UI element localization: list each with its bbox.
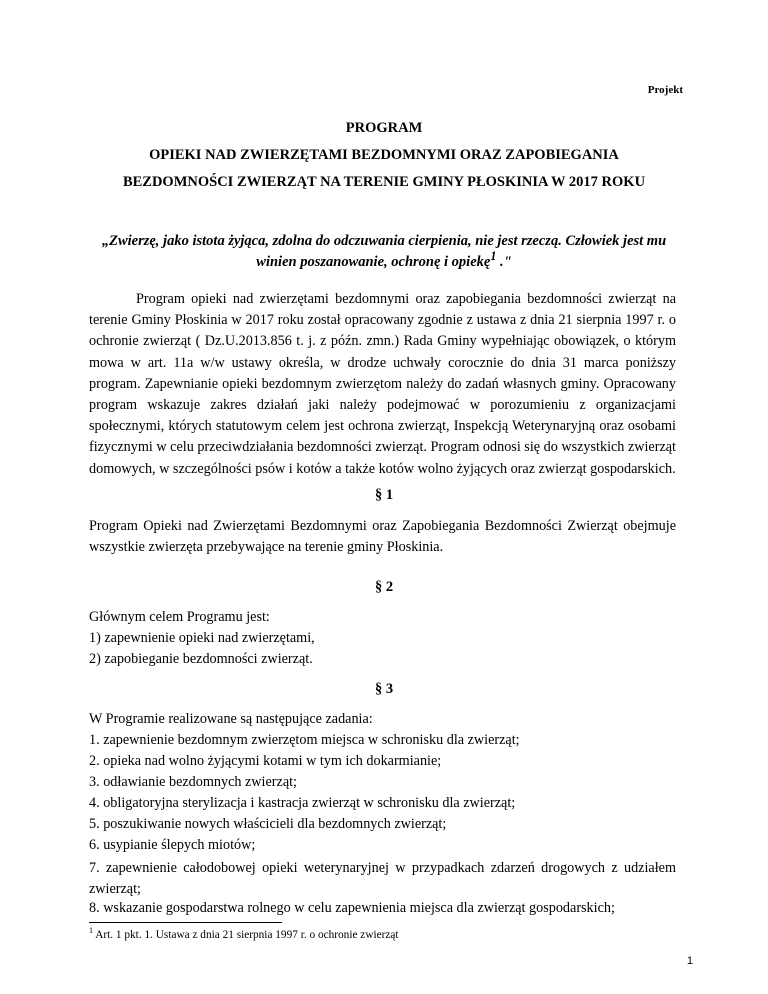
section-3-heading: § 3	[374, 681, 394, 697]
intro-paragraph: Program opieki nad zwierzętami bezdomnymi oraz zapobiegania bezdomności zwierząt na terenie Gminy Płoskinia w 2017 roku został opracowany zgodnie z ustawa z dnia 21 sierpnia 1997 r. o ochronie zwierząt ( Dz.U.2013.856 t. j. z późn. zmn.) Rada Gminy wypełniając obowiązek, o którym mowa w art. 11a w/w ustawy określa, w drodze uchwały corocznie do dnia 31 marca poniższy program. Zapewnianie opieki bezdomnym zwierzętom należy do zadań własnych gminy. Opracowany program wskazuje zakres działań jaki należy podejmować w porozumieniu z organizacjami społecznymi, których statutowym celem jest ochrona zwierząt, Inspekcją Weterynaryjną oraz osobami fizycznymi w celu przeciwdziałania bezdomności zwierząt. Program odnosi się do wszystkich zwierząt domowych, w szczególności psów i kotów a także kotów wolno żyjących oraz zwierząt gospodarskich.	[89, 291, 676, 477]
title-line-3: BEZDOMNOŚCI ZWIERZĄT NA TERENIE GMINY PŁOSKINIA W 2017 ROKU	[122, 174, 646, 190]
section-2-line: 1) zapewnienie opieki nad zwierzętami,	[89, 630, 315, 646]
footnote	[89, 926, 399, 941]
epigraph-closing: ."	[496, 254, 512, 270]
task-item: 1. zapewnienie bezdomnym zwierzętom miejsca w schronisku dla zwierząt;	[89, 732, 520, 748]
project-label: Projekt	[647, 84, 683, 96]
footnote-marker: 1	[89, 926, 93, 936]
task-item: 7. zapewnienie całodobowej opieki weterynaryjnej w przypadkach zdarzeń drogowych z udziałem zwierząt;	[89, 860, 676, 898]
section-2-heading: § 2	[374, 579, 394, 595]
page-number: 1	[686, 955, 693, 967]
section-2-line: Głównym celem Programu jest:	[89, 609, 270, 625]
section-2-line: 2) zapobieganie bezdomności zwierząt.	[89, 651, 313, 667]
section-3-intro: W Programie realizowane są następujące zadania:	[89, 711, 373, 727]
epigraph-text: „Zwierzę, jako istota żyjąca, zdolna do odczuwania cierpienia, nie jest rzeczą. Człowiek jest mu winien poszanowanie, ochronę i opiekę	[101, 233, 667, 270]
title-line-1: PROGRAM	[345, 120, 423, 136]
section-1-text: Program Opieki nad Zwierzętami Bezdomnymi oraz Zapobiegania Bezdomności Zwierząt obejmuje wszystkie zwierzęta przebywające na terenie gminy Płoskinia.	[89, 518, 676, 556]
task-item: 5. poszukiwanie nowych właścicieli dla bezdomnych zwierząt;	[89, 816, 447, 832]
footnote-ref: 1	[490, 249, 497, 264]
title-line-2: OPIEKI NAD ZWIERZĘTAMI BEZDOMNYMI ORAZ ZAPOBIEGANIA	[149, 147, 619, 163]
epigraph-quote	[95, 231, 673, 273]
section-1-heading: § 1	[374, 487, 394, 503]
task-item: 6. usypianie ślepych miotów;	[89, 837, 256, 853]
task-item: 2. opieka nad wolno żyjącymi kotami w tym ich dokarmianie;	[89, 753, 442, 769]
task-item: 3. odławianie bezdomnych zwierząt;	[89, 774, 297, 790]
task-item: 4. obligatoryjna sterylizacja i kastracja zwierząt w schronisku dla zwierząt;	[89, 795, 516, 811]
footnote-separator	[89, 922, 282, 923]
task-item: 8. wskazanie gospodarstwa rolnego w celu zapewnienia miejsca dla zwierząt gospodarskich;	[89, 900, 615, 916]
footnote-text: Art. 1 pkt. 1. Ustawa z dnia 21 sierpnia 1997 r. o ochronie zwierząt	[93, 929, 399, 941]
